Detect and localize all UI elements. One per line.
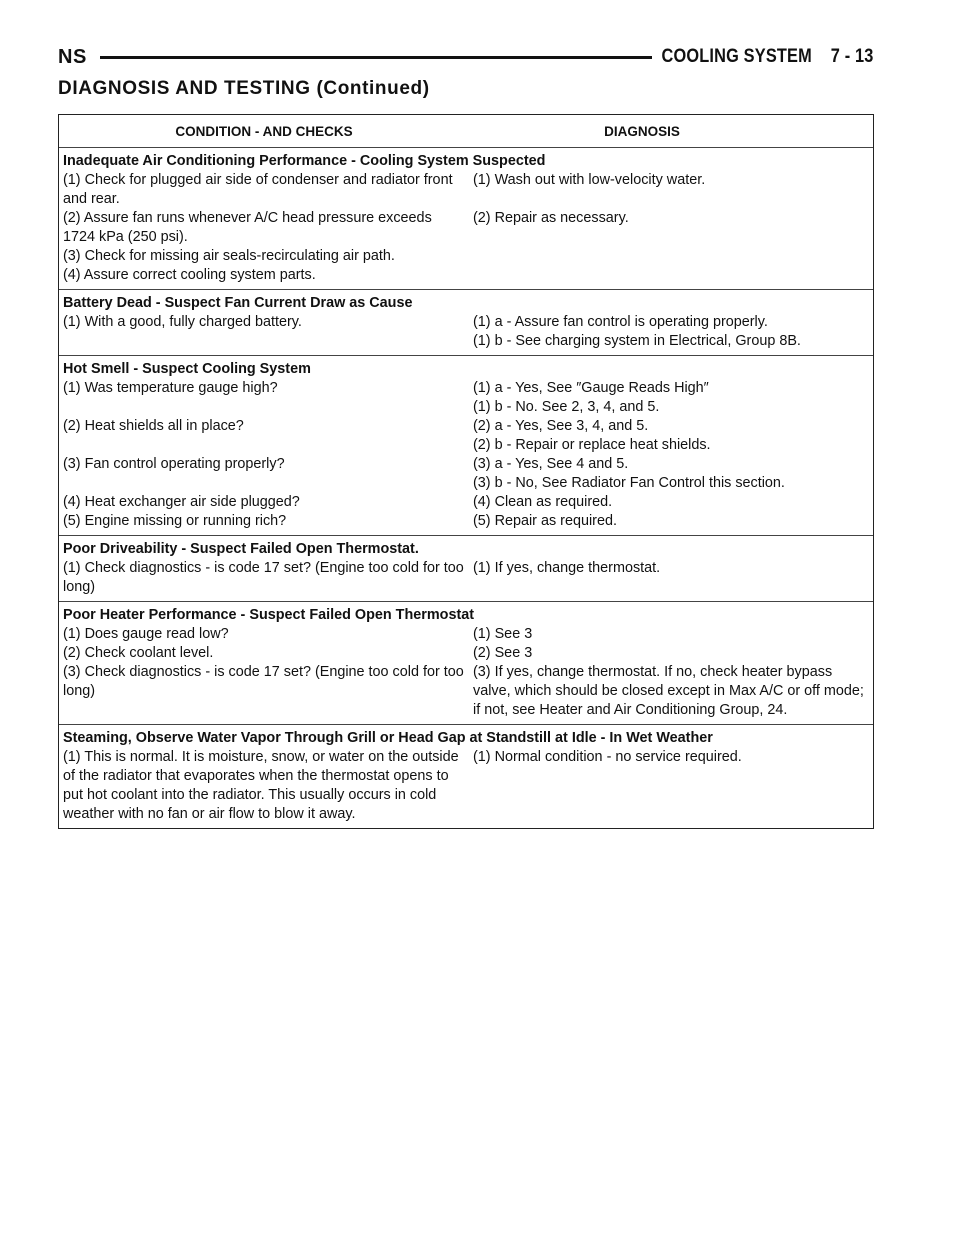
check-cell: (1) With a good, fully charged battery. (63, 314, 302, 330)
diagnosis-cell (473, 247, 869, 266)
check-cell (63, 436, 473, 455)
check-cell: (1) This is normal. It is moisture, snow, or water on the outside of the radiator that evaporates when the thermostat opens to put hot coolant into the radiator. This usually occurs in cold weather with no fan or air flow to blow it away. (63, 749, 459, 822)
check-cell: (2) Check coolant level. (63, 645, 214, 661)
table-row (63, 663, 869, 720)
diagnosis-cell: (2) See 3 (473, 645, 533, 661)
table-body (59, 148, 873, 828)
diagnosis-cell: (1) a - Assure fan control is operating properly. (473, 314, 768, 330)
table-row (63, 644, 869, 663)
diagnosis-cell: (1) See 3 (473, 626, 533, 642)
check-cell: (4) Assure correct cooling system parts. (63, 267, 316, 283)
condition-group (59, 602, 873, 725)
check-cell: (5) Engine missing or running rich? (63, 513, 287, 529)
check-cell: (1) Does gauge read low? (63, 626, 229, 642)
diagnosis-cell: (1) Normal condition - no service required. (473, 749, 742, 765)
table-row (63, 436, 869, 455)
check-cell: (1) Check diagnostics - is code 17 set? (Engine too cold for too long) (63, 560, 464, 595)
table-row (63, 247, 869, 266)
table-row (63, 171, 869, 209)
condition-group (59, 725, 873, 828)
table-row (63, 332, 869, 351)
condition-group (59, 290, 873, 356)
check-cell (63, 332, 473, 351)
condition-title: Inadequate Air Conditioning Performance - Cooling System Suspected (63, 153, 546, 169)
diagnosis-cell: (3) If yes, change thermostat. If no, check heater bypass valve, which should be closed except in Max A/C or off mode; if not, see Heater and Air Conditioning Group, 24. (473, 664, 864, 718)
table-row (63, 209, 869, 247)
table-row (63, 398, 869, 417)
column-header-diagnosis: DIAGNOSIS (604, 123, 680, 139)
condition-title: Battery Dead - Suspect Fan Current Draw as Cause (63, 295, 413, 311)
diagnosis-cell: (2) a - Yes, See 3, 4, and 5. (473, 418, 649, 434)
diagnosis-cell: (2) b - Repair or replace heat shields. (473, 437, 711, 453)
table-row (63, 455, 869, 474)
header-rule (100, 56, 652, 59)
diagnosis-cell: (1) a - Yes, See ″Gauge Reads High″ (473, 380, 709, 396)
table-row (63, 512, 869, 531)
manual-code: NS (58, 46, 87, 68)
table-row (63, 379, 869, 398)
table-row (63, 417, 869, 436)
check-cell (63, 474, 473, 493)
table-header (59, 115, 873, 148)
diagnosis-cell: (3) a - Yes, See 4 and 5. (473, 456, 629, 472)
check-cell: (1) Check for plugged air side of condenser and radiator front and rear. (63, 172, 453, 207)
table-row (63, 474, 869, 493)
section-title: DIAGNOSIS AND TESTING (Continued) (58, 78, 430, 99)
diagnosis-cell: (4) Clean as required. (473, 494, 613, 510)
table-row (63, 625, 869, 644)
check-cell: (2) Assure fan runs whenever A/C head pressure exceeds 1724 kPa (250 psi). (63, 210, 432, 245)
diagnosis-cell: (1) b - See charging system in Electrical, Group 8B. (473, 333, 801, 349)
table-row (63, 266, 869, 285)
diagnosis-cell: (1) If yes, change thermostat. (473, 560, 661, 576)
check-cell: (3) Fan control operating properly? (63, 456, 285, 472)
condition-group (59, 148, 873, 290)
check-cell (63, 398, 473, 417)
diagnosis-cell: (5) Repair as required. (473, 513, 617, 529)
table-row (63, 559, 869, 597)
page-header (58, 44, 874, 72)
section-page-label: COOLING SYSTEM 7 - 13 (661, 46, 874, 67)
diagnosis-cell: (3) b - No, See Radiator Fan Control this section. (473, 475, 785, 491)
table-row (63, 313, 869, 332)
condition-title: Poor Heater Performance - Suspect Failed Open Thermostat (63, 607, 475, 623)
table-row (63, 748, 869, 824)
diagnosis-cell (473, 266, 869, 285)
diagnosis-table (58, 114, 874, 829)
diagnosis-cell: (2) Repair as necessary. (473, 210, 629, 226)
check-cell: (3) Check for missing air seals-recirculating air path. (63, 248, 395, 264)
column-header-condition: CONDITION - AND CHECKS (175, 123, 353, 139)
diagnosis-cell: (1) Wash out with low-velocity water. (473, 172, 706, 188)
condition-title: Steaming, Observe Water Vapor Through Grill or Head Gap at Standstill at Idle - In Wet Weather (63, 730, 713, 746)
check-cell: (1) Was temperature gauge high? (63, 380, 278, 396)
diagnosis-cell: (1) b - No. See 2, 3, 4, and 5. (473, 399, 660, 415)
condition-title: Hot Smell - Suspect Cooling System (63, 361, 311, 377)
check-cell: (4) Heat exchanger air side plugged? (63, 494, 300, 510)
condition-group (59, 356, 873, 536)
table-row (63, 493, 869, 512)
check-cell: (3) Check diagnostics - is code 17 set? (Engine too cold for too long) (63, 664, 464, 699)
condition-group (59, 536, 873, 602)
check-cell: (2) Heat shields all in place? (63, 418, 244, 434)
condition-title: Poor Driveability - Suspect Failed Open Thermostat. (63, 541, 419, 557)
